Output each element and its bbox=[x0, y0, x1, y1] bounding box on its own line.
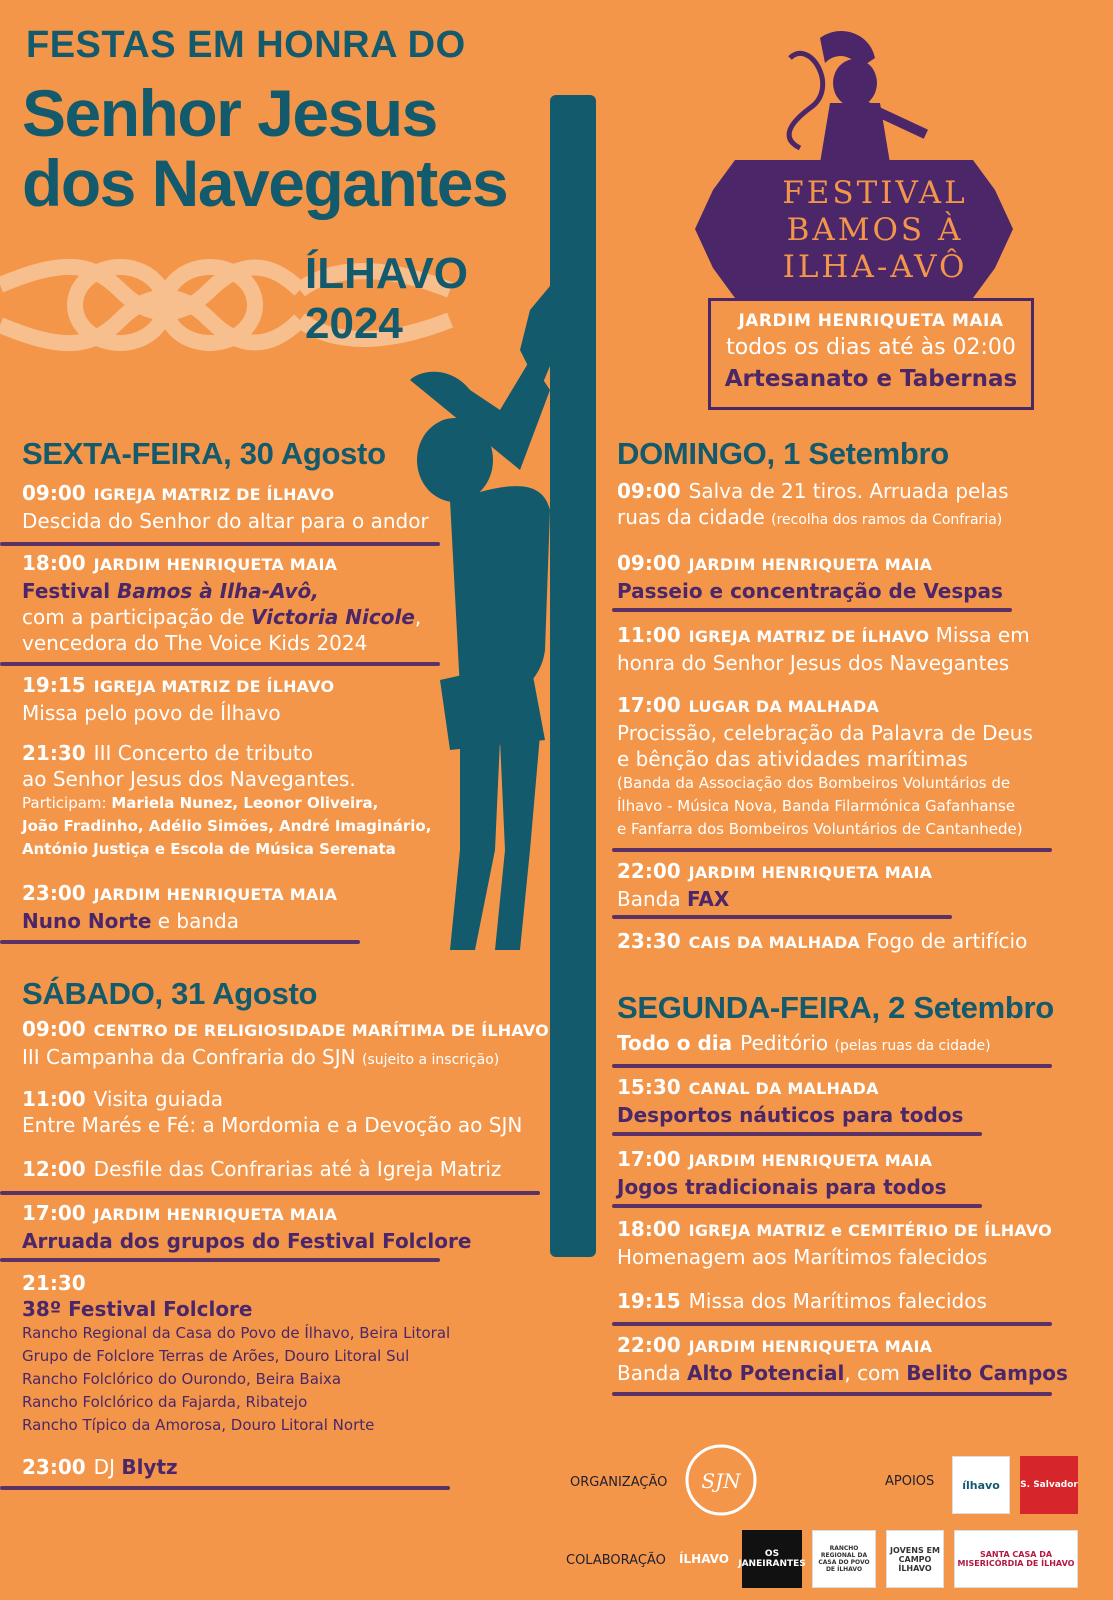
event-text: Peditório bbox=[740, 1031, 829, 1055]
collab-logo-1: ÍLHAVO bbox=[679, 1552, 729, 1566]
event-title1: Alto Potencial bbox=[686, 1361, 845, 1385]
divider bbox=[0, 662, 440, 666]
event-place: JARDIM HENRIQUETA MAIA bbox=[93, 1205, 338, 1224]
event-text2: Entre Marés e Fé: a Mordomia e a Devoção ao SJN bbox=[22, 1113, 523, 1137]
event-title: Nuno Norte bbox=[22, 909, 152, 933]
collab-logo-2: OS JANEIRANTES bbox=[742, 1530, 802, 1588]
event-saturday-1 bbox=[22, 1016, 549, 1073]
event-note: (recolha dos ramos da Confraria) bbox=[771, 512, 1003, 528]
divider bbox=[0, 1191, 540, 1195]
header-year: 2024 bbox=[305, 299, 403, 348]
event-place: JARDIM HENRIQUETA MAIA bbox=[93, 555, 338, 574]
divider bbox=[0, 940, 360, 944]
festival-location: JARDIM HENRIQUETA MAIA bbox=[738, 311, 1004, 331]
divider bbox=[612, 848, 1052, 852]
event-place: JARDIM HENRIQUETA MAIA bbox=[93, 885, 338, 904]
event-place: JARDIM HENRIQUETA MAIA bbox=[688, 1337, 933, 1356]
collab-logo-5: SANTA CASA DA MISERICÓRDIA DE ÍLHAVO bbox=[954, 1530, 1078, 1588]
event-saturday-3 bbox=[22, 1156, 501, 1182]
event-place: IGREJA MATRIZ DE ÍLHAVO bbox=[688, 627, 930, 646]
day-heading-sunday: DOMINGO, 1 Setembro bbox=[617, 436, 949, 471]
folklore-group: Grupo de Folclore Terras de Arões, Douro Litoral Sul bbox=[22, 1347, 410, 1365]
participants-line1: Mariela Nunez, Leonor Oliveira, bbox=[111, 794, 379, 812]
event-sunday-6 bbox=[617, 928, 1027, 956]
event-time: 22:00 bbox=[617, 1333, 681, 1357]
event-time: 11:00 bbox=[617, 623, 681, 647]
event-place: IGREJA MATRIZ DE ÍLHAVO bbox=[93, 677, 335, 696]
event-time: 15:30 bbox=[617, 1075, 681, 1099]
festival-title-line3: ILHA-AVÔ bbox=[782, 249, 968, 285]
fisherman-logo-icon bbox=[770, 28, 940, 168]
event-title-a: Festival bbox=[22, 579, 118, 603]
event-title-b: Bamos à Ilha-Avô, bbox=[117, 579, 319, 603]
event-monday-3 bbox=[617, 1146, 947, 1200]
event-time: 21:30 bbox=[22, 741, 86, 765]
divider bbox=[612, 608, 1012, 612]
confraria-logo bbox=[676, 1440, 766, 1520]
collab-logo-4: JOVENS EM CAMPO ÍLHAVO bbox=[886, 1530, 944, 1588]
event-text: Missa pelo povo de Ílhavo bbox=[22, 701, 281, 725]
header-subtitle: FESTAS EM HONRA DO bbox=[26, 24, 466, 66]
event-note1: (Banda da Associação dos Bombeiros Voluntários de bbox=[617, 774, 1011, 792]
event-place: IGREJA MATRIZ e CEMITÉRIO DE ÍLHAVO bbox=[688, 1221, 1052, 1240]
event-title: 38º Festival Folclore bbox=[22, 1297, 253, 1321]
divider bbox=[612, 915, 952, 919]
event-time: 19:15 bbox=[617, 1289, 681, 1313]
event-sunday-3 bbox=[617, 622, 1030, 676]
event-place: CANAL DA MALHADA bbox=[688, 1079, 879, 1098]
event-time: 18:00 bbox=[22, 551, 86, 575]
event-sunday-5 bbox=[617, 858, 932, 912]
event-text: Missa dos Marítimos falecidos bbox=[688, 1289, 987, 1313]
event-title2: Belito Campos bbox=[906, 1361, 1068, 1385]
event-note3: e Fanfarra dos Bombeiros Voluntários de Cantanhede) bbox=[617, 820, 1023, 838]
event-title: Jogos tradicionais para todos bbox=[617, 1175, 947, 1199]
festival-title bbox=[730, 175, 1020, 286]
divider bbox=[612, 1064, 1052, 1068]
event-title: Desportos náuticos para todos bbox=[617, 1103, 964, 1127]
event-friday-4 bbox=[22, 740, 431, 861]
event-text: III Campanha da Confraria do SJN bbox=[22, 1045, 356, 1069]
event-line2-a: com a participação de bbox=[22, 605, 251, 629]
event-line2-c: , bbox=[414, 605, 422, 629]
festival-schedule: todos os dias até às 02:00 bbox=[726, 335, 1016, 360]
event-line3: vencedora do The Voice Kids 2024 bbox=[22, 631, 368, 655]
event-text: Homenagem aos Marítimos falecidos bbox=[617, 1245, 988, 1269]
event-time: 23:30 bbox=[617, 929, 681, 953]
divider bbox=[612, 1204, 982, 1208]
event-time: 09:00 bbox=[617, 551, 681, 575]
event-time: 19:15 bbox=[22, 673, 86, 697]
event-time: 22:00 bbox=[617, 859, 681, 883]
event-place: JARDIM HENRIQUETA MAIA bbox=[688, 863, 933, 882]
event-prefix: DJ bbox=[93, 1455, 122, 1479]
event-place: IGREJA MATRIZ DE ÍLHAVO bbox=[93, 485, 335, 504]
event-line2-b: Victoria Nicole bbox=[250, 605, 415, 629]
event-place: JARDIM HENRIQUETA MAIA bbox=[688, 1151, 933, 1170]
event-note2: Ílhavo - Música Nova, Banda Filarmónica Gafanhanse bbox=[617, 797, 1016, 815]
event-text: Desfile das Confrarias até à Igreja Matriz bbox=[93, 1157, 502, 1181]
event-sunday-1 bbox=[617, 478, 1009, 533]
divider bbox=[612, 1392, 1052, 1396]
event-time: 11:00 bbox=[22, 1087, 86, 1111]
event-prefix: Banda bbox=[617, 1361, 687, 1385]
divider bbox=[0, 542, 440, 546]
event-note: (pelas ruas da cidade) bbox=[834, 1038, 991, 1054]
festival-subtitle: Artesanato e Tabernas bbox=[724, 366, 1018, 392]
divider bbox=[612, 1322, 1052, 1326]
org-logo-text: SJN bbox=[701, 1469, 741, 1493]
event-time: Todo o dia bbox=[617, 1031, 733, 1055]
divider bbox=[612, 1132, 982, 1136]
event-text1: Procissão, celebração da Palavra de Deus bbox=[617, 721, 1033, 745]
event-time: 12:00 bbox=[22, 1157, 86, 1181]
folklore-group: Rancho Regional da Casa do Povo de Ílhavo, Beira Litoral bbox=[22, 1324, 451, 1342]
collab-logo-3: RANCHO REGIONAL DA CASA DO POVO DE ÍLHAVO bbox=[812, 1530, 876, 1588]
event-friday-2 bbox=[22, 550, 421, 656]
folklore-group: Rancho Típico da Amorosa, Douro Litoral Norte bbox=[22, 1416, 375, 1434]
event-time: 23:00 bbox=[22, 881, 86, 905]
event-time: 17:00 bbox=[617, 1147, 681, 1171]
event-time: 09:00 bbox=[22, 481, 86, 505]
event-time: 17:00 bbox=[22, 1201, 86, 1225]
participants-line2: João Fradinho, Adélio Simões, André Imaginário, bbox=[22, 817, 432, 835]
event-time: 09:00 bbox=[617, 479, 681, 503]
folklore-group: Rancho Folclórico da Fajarda, Ribatejo bbox=[22, 1393, 308, 1411]
event-note: (sujeito a inscrição) bbox=[361, 1052, 500, 1068]
support-label: APOIOS bbox=[885, 1474, 935, 1489]
org-label: ORGANIZAÇÃO bbox=[570, 1475, 668, 1490]
event-text1: Visita guiada bbox=[93, 1087, 224, 1111]
day-heading-saturday: SÁBADO, 31 Agosto bbox=[22, 976, 318, 1011]
support-logo-s-salvador: S. Salvador bbox=[1020, 1456, 1078, 1514]
event-place: JARDIM HENRIQUETA MAIA bbox=[688, 555, 933, 574]
event-monday-4 bbox=[617, 1216, 1052, 1270]
event-sunday-2 bbox=[617, 550, 1003, 604]
folklore-group: Rancho Folclórico do Ourondo, Beira Baixa bbox=[22, 1370, 342, 1388]
event-friday-1 bbox=[22, 480, 429, 534]
event-title: FAX bbox=[686, 887, 730, 911]
event-mid: , com bbox=[844, 1361, 907, 1385]
event-text1: Missa em bbox=[935, 623, 1030, 647]
event-friday-3 bbox=[22, 672, 334, 726]
event-prefix: Banda bbox=[617, 887, 687, 911]
support-logo-ilhavo: ílhavo bbox=[952, 1456, 1010, 1514]
event-time: 21:30 bbox=[22, 1271, 86, 1295]
event-monday-1 bbox=[617, 1030, 991, 1059]
event-text: Fogo de artifício bbox=[866, 929, 1028, 953]
participants-label: Participam: bbox=[22, 794, 112, 812]
event-sunday-4 bbox=[617, 692, 1033, 841]
event-suffix: e banda bbox=[151, 909, 239, 933]
event-title: Arruada dos grupos do Festival Folclore bbox=[22, 1229, 472, 1253]
event-text2: honra do Senhor Jesus dos Navegantes bbox=[617, 651, 1010, 675]
event-line2: ao Senhor Jesus dos Navegantes. bbox=[22, 767, 356, 791]
event-line1: III Concerto de tributo bbox=[93, 741, 313, 765]
event-saturday-6 bbox=[22, 1454, 178, 1480]
event-friday-5 bbox=[22, 880, 337, 934]
participants-line3: António Justiça e Escola de Música Serenata bbox=[22, 840, 396, 858]
event-monday-6 bbox=[617, 1332, 1068, 1386]
event-place: CENTRO DE RELIGIOSIDADE MARÍTIMA DE ÍLHAVO bbox=[93, 1021, 549, 1040]
event-monday-5 bbox=[617, 1288, 987, 1314]
event-monday-2 bbox=[617, 1074, 963, 1128]
divider bbox=[0, 1486, 450, 1490]
collab-label: COLABORAÇÃO bbox=[566, 1553, 666, 1568]
event-place: CAIS DA MALHADA bbox=[688, 933, 861, 952]
day-heading-monday: SEGUNDA-FEIRA, 2 Setembro bbox=[617, 990, 1054, 1025]
day-heading-friday: SEXTA-FEIRA, 30 Agosto bbox=[22, 436, 386, 471]
event-saturday-4 bbox=[22, 1200, 471, 1254]
event-time: 17:00 bbox=[617, 693, 681, 717]
header-title-line1: Senhor Jesus bbox=[22, 76, 437, 150]
header-title-line2: dos Navegantes bbox=[22, 146, 508, 220]
event-text1: Salva de 21 tiros. Arruada pelas bbox=[688, 479, 1009, 503]
event-time: 18:00 bbox=[617, 1217, 681, 1241]
event-time: 09:00 bbox=[22, 1017, 86, 1041]
event-title: Blytz bbox=[121, 1455, 178, 1479]
festival-title-line1: FESTIVAL bbox=[782, 175, 968, 211]
event-saturday-2 bbox=[22, 1086, 522, 1138]
event-saturday-5 bbox=[22, 1270, 450, 1437]
header-city: ÍLHAVO bbox=[305, 249, 468, 298]
event-text2: e bênção das atividades marítimas bbox=[617, 747, 968, 771]
event-place: LUGAR DA MALHADA bbox=[688, 697, 880, 716]
divider bbox=[0, 1258, 440, 1262]
festival-title-line2: BAMOS À bbox=[786, 212, 964, 248]
event-title: Passeio e concentração de Vespas bbox=[617, 579, 1003, 603]
event-time: 23:00 bbox=[22, 1455, 86, 1479]
festival-info-box bbox=[708, 298, 1034, 410]
event-text2: ruas da cidade bbox=[617, 505, 765, 529]
event-text: Descida do Senhor do altar para o andor bbox=[22, 509, 429, 533]
